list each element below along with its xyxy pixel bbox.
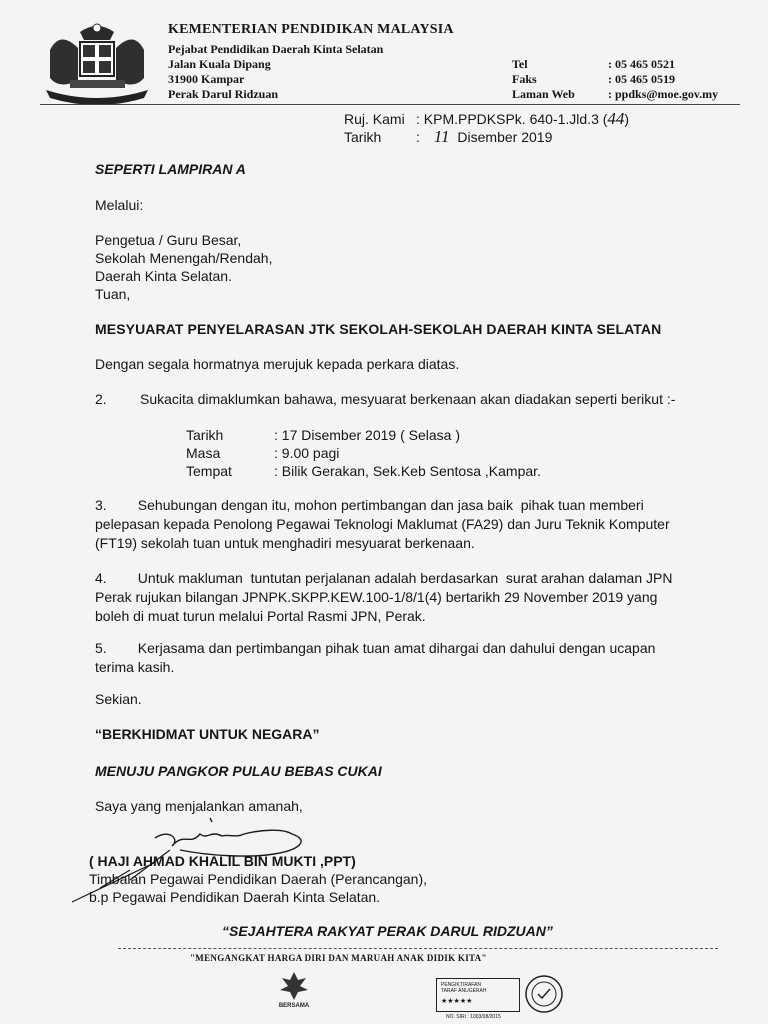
amanah-line: Saya yang menjalankan amanah,: [95, 798, 303, 814]
addressee-line: Tuan,: [95, 286, 131, 302]
ministry-name: KEMENTERIAN PENDIDIKAN MALAYSIA: [168, 22, 454, 37]
opening-sentence: Dengan segala hormatnya merujuk kepada perkara diatas.: [95, 356, 460, 372]
detail-value: : 17 Disember 2019 ( Selasa ): [274, 427, 460, 443]
paragraph-line: pelepasan kepada Penolong Pegawai Teknologi Maklumat (FA29) dan Juru Teknik Komputer: [95, 516, 670, 532]
detail-label: Tempat: [186, 463, 232, 479]
detail-value: : Bilik Gerakan, Sek.Keb Sentosa ,Kampar.: [274, 463, 541, 479]
signatory-title: Timbalan Pegawai Pendidikan Daerah (Perancangan),: [89, 871, 428, 887]
signatory-name: ( HAJI AHMAD KHALIL BIN MUKTI ,PPT): [89, 853, 356, 869]
bersama-logo-icon: [272, 970, 316, 1010]
paragraph-line: 5. Kerjasama dan pertimbangan pihak tuan amat dihargai dan dahului dengan ucapan: [95, 640, 656, 656]
paragraph-line: terima kasih.: [95, 659, 175, 675]
paragraph-5: [95, 639, 695, 677]
lampiran-heading: SEPERTI LAMPIRAN A: [95, 161, 246, 177]
office-address: [168, 42, 383, 102]
coat-of-arms-icon: [40, 20, 155, 106]
address-line: Pejabat Pendidikan Daerah Kinta Selatan: [168, 42, 384, 56]
motto-pangkor: MENUJU PANGKOR PULAU BEBAS CUKAI: [95, 763, 382, 779]
melalui-label: Melalui:: [95, 197, 144, 213]
header-divider: [40, 104, 740, 105]
paragraph-line: 4. Untuk makluman tuntutan perjalanan adalah berdasarkan surat arahan dalaman JPN: [95, 570, 673, 586]
ref-close: ): [624, 111, 630, 127]
detail-label: Masa: [186, 445, 221, 461]
footer-divider: [118, 948, 718, 949]
certification-seal-icon: [524, 974, 564, 1014]
certificate-number: NO. SIRI : 1003/08/2015: [446, 1014, 501, 1020]
address-line: Perak Darul Ridzuan: [168, 87, 279, 101]
motto-berkhidmat: “BERKHIDMAT UNTUK NEGARA”: [95, 726, 320, 742]
addressee-block: [95, 231, 272, 303]
subject-heading: MESYUARAT PENYELARASAN JTK SEKOLAH-SEKOLAH DAERAH KINTA SELATAN: [95, 321, 662, 337]
address-line: 31900 Kampar: [168, 72, 245, 86]
paragraph-2-text: Sukacita dimaklumkan bahawa, mesyuarat berkenaan akan diadakan seperti berikut :-: [140, 391, 676, 407]
closing-sekian: Sekian.: [95, 691, 142, 707]
footer-slogan: “SEJAHTERA RAKYAT PERAK DARUL RIDZUAN”: [222, 923, 553, 939]
handwritten-day: 11: [433, 127, 450, 146]
paragraph-2-number: 2.: [95, 391, 107, 407]
paragraph-3: [95, 496, 695, 553]
contact-block: [512, 57, 718, 102]
date-month-year: Disember 2019: [457, 129, 553, 145]
paragraph-line: boleh di muat turun melalui Portal Rasmi JPN, Perak.: [95, 608, 426, 624]
detail-value: : 9.00 pagi: [274, 445, 340, 461]
addressee-line: Sekolah Menengah/Rendah,: [95, 250, 273, 266]
ref-label: Ruj. Kami: [344, 111, 405, 127]
signatory-office: b.p Pegawai Pendidikan Daerah Kinta Selatan.: [89, 889, 381, 905]
certification-badge: [436, 978, 520, 1012]
handwritten-number: 44: [607, 109, 625, 128]
paragraph-line: 3. Sehubungan dengan itu, mohon pertimbangan dan jasa baik pihak tuan memberi: [95, 497, 644, 513]
paragraph-line: (FT19) sekolah tuan untuk menghadiri mesyuarat berkenaan.: [95, 535, 475, 551]
contact-label: Tel: [512, 57, 528, 71]
contact-label: Faks: [512, 72, 537, 86]
ref-value: : KPM.PPDKSPk. 640-1.Jld.3 (: [416, 111, 608, 127]
contact-value: : ppdks@moe.gov.my: [608, 87, 719, 101]
paragraph-line: Perak rujukan bilangan JPNPK.SKPP.KEW.100-1/8/1(4) bertarikh 29 November 2019 yang: [95, 589, 658, 605]
footer-tagline: "MENGANGKAT HARGA DIRI DAN MARUAH ANAK DIDIK KITA": [190, 953, 487, 963]
address-line: Jalan Kuala Dipang: [168, 57, 271, 71]
date-line: [344, 128, 552, 146]
paragraph-4: [95, 569, 695, 626]
date-colon: :: [416, 129, 420, 145]
reference-line: [344, 110, 629, 128]
addressee-line: Daerah Kinta Selatan.: [95, 268, 232, 284]
badge-line: TARAF ANUGERAH: [441, 988, 487, 994]
badge-stars: ★★★★★: [441, 998, 473, 1005]
detail-label: Tarikh: [186, 427, 224, 443]
date-label: Tarikh: [344, 129, 382, 145]
contact-label: Laman Web: [512, 87, 575, 101]
addressee-line: Pengetua / Guru Besar,: [95, 232, 242, 248]
contact-value: : 05 465 0519: [608, 72, 675, 86]
meeting-details: [186, 426, 541, 480]
badge-line: PENGIKTIRAFAN: [441, 982, 482, 988]
logo-label: BERSAMA: [278, 1003, 310, 1009]
contact-value: : 05 465 0521: [608, 57, 675, 71]
